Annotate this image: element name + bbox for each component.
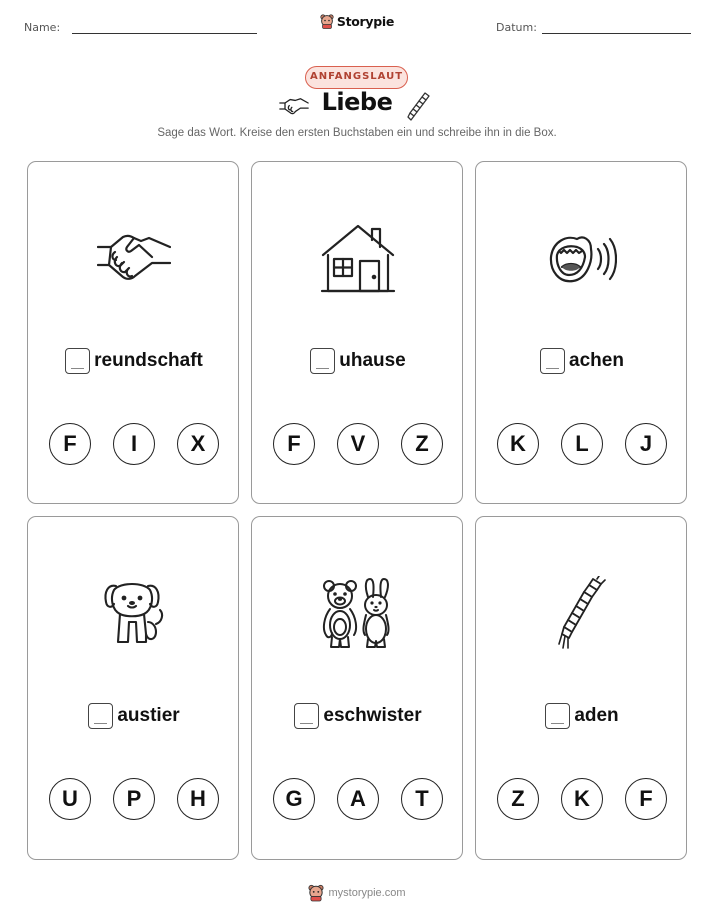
word-card (27, 161, 239, 504)
word-remainder: austier (117, 705, 180, 726)
date-field[interactable] (542, 33, 691, 34)
letter-choices (28, 778, 240, 820)
instructions: Sage das Wort. Kreise den ersten Buchstaben ein und schreibe ihn in die Box. (157, 127, 557, 139)
answer-box[interactable] (310, 348, 335, 374)
answer-box[interactable] (294, 703, 319, 729)
letter-choice[interactable]: H (177, 778, 219, 820)
letter-choices (28, 423, 240, 465)
laughing-mouth-icon (547, 231, 617, 287)
letter-choice[interactable]: K (561, 778, 603, 820)
answer-box[interactable] (65, 348, 90, 374)
word-card (27, 516, 239, 860)
word-remainder: eschwister (323, 705, 422, 726)
letter-choice[interactable]: A (337, 778, 379, 820)
letter-choice[interactable]: F (625, 778, 667, 820)
bear-mascot-icon (320, 14, 334, 29)
card-illustration (252, 569, 464, 659)
word-prompt (476, 703, 688, 734)
date-label: Datum: (496, 21, 537, 34)
letter-choice[interactable]: U (49, 778, 91, 820)
card-illustration (28, 569, 240, 659)
letter-choices (476, 423, 688, 465)
house-icon (320, 223, 396, 295)
word-card (251, 161, 463, 504)
word-remainder: uhause (339, 350, 406, 371)
rope-icon (407, 92, 431, 122)
name-label: Name: (24, 21, 61, 34)
answer-box[interactable] (540, 348, 565, 374)
word-prompt (252, 348, 464, 379)
letter-choice[interactable]: J (625, 423, 667, 465)
word-prompt (28, 703, 240, 734)
answer-box[interactable] (88, 703, 113, 729)
card-illustration (476, 214, 688, 304)
word-card (475, 516, 687, 860)
category-badge: ANFANGSLAUT (305, 66, 408, 89)
brand-name: Storypie (336, 14, 395, 29)
answer-box[interactable] (545, 703, 570, 729)
brand-logo (0, 14, 714, 34)
letter-choice[interactable]: F (49, 423, 91, 465)
letter-choices (476, 778, 688, 820)
word-remainder: aden (574, 705, 619, 726)
letter-choice[interactable]: V (337, 423, 379, 465)
rope-icon (557, 576, 607, 652)
letter-choice[interactable]: X (177, 423, 219, 465)
word-prompt (476, 348, 688, 379)
letter-choice[interactable]: F (273, 423, 315, 465)
word-card (475, 161, 687, 504)
letter-choice[interactable]: L (561, 423, 603, 465)
letter-choice[interactable]: Z (497, 778, 539, 820)
card-illustration (476, 569, 688, 659)
letter-choice[interactable]: I (113, 423, 155, 465)
bear-mascot-icon (308, 884, 324, 902)
word-card (251, 516, 463, 860)
letter-choice[interactable]: P (113, 778, 155, 820)
card-illustration (252, 214, 464, 304)
letter-choice[interactable]: Z (401, 423, 443, 465)
word-remainder: achen (569, 350, 624, 371)
footer (0, 884, 714, 907)
letter-choice[interactable]: G (273, 778, 315, 820)
handshake-icon (97, 227, 171, 291)
word-prompt (252, 703, 464, 734)
handshake-icon (279, 95, 309, 117)
bear-and-bunny-icon (320, 577, 396, 651)
letter-choice[interactable]: T (401, 778, 443, 820)
word-remainder: reundschaft (94, 350, 203, 371)
puppy-icon (102, 578, 166, 650)
header (0, 14, 714, 42)
footer-url[interactable]: mystorypie.com (328, 887, 406, 899)
letter-choices (252, 778, 464, 820)
page-title: Liebe (321, 88, 393, 116)
letter-choices (252, 423, 464, 465)
word-prompt (28, 348, 240, 379)
letter-choice[interactable]: K (497, 423, 539, 465)
card-illustration (28, 214, 240, 304)
